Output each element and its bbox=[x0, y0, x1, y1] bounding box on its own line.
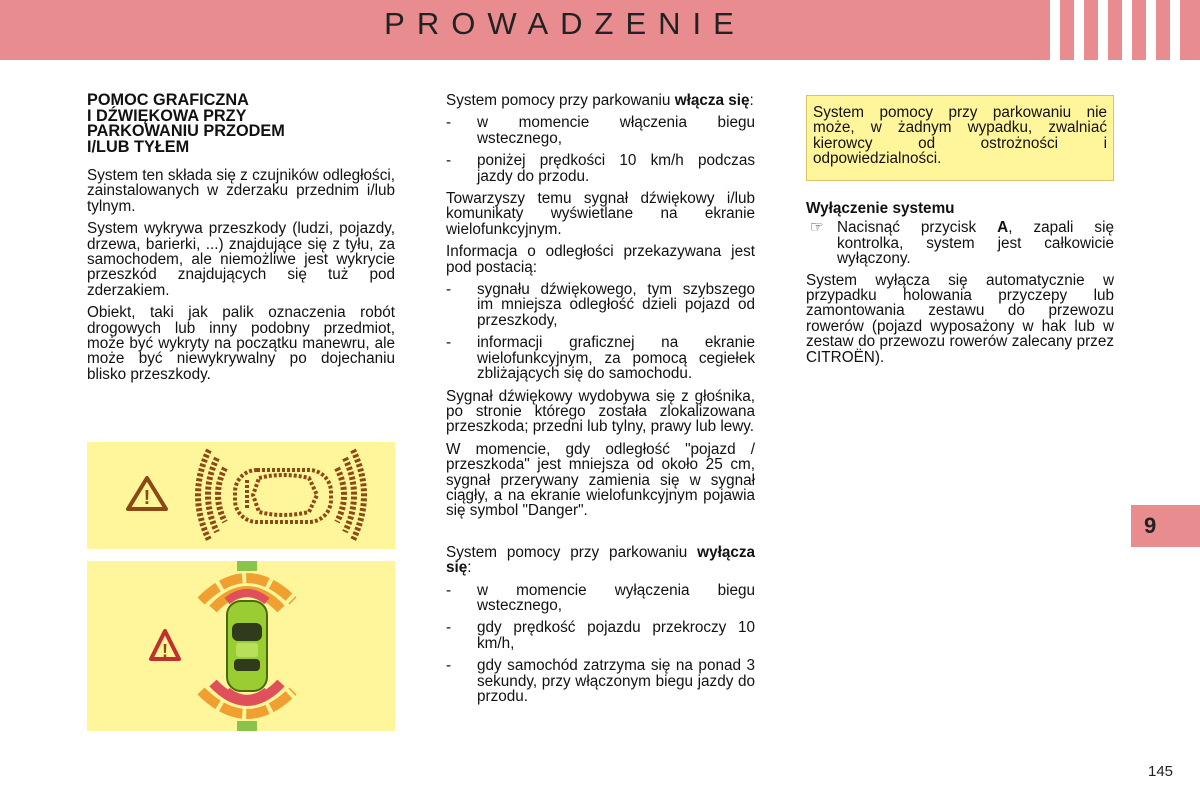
activation-intro: System pomocy przy parkowaniu bbox=[446, 92, 671, 109]
step-text-before: Nacisnąć przycisk bbox=[837, 219, 998, 237]
warning-triangle-icon bbox=[151, 631, 179, 661]
list-item-text: w momencie włączenia biegu wstecznego, bbox=[477, 114, 755, 147]
list-item-text: gdy samochód zatrzyma się na ponad 3 sekundy, przy włączonym biegu jazdy do przodu. bbox=[477, 657, 755, 705]
instruction-step bbox=[806, 220, 1114, 266]
warning-triangle-icon bbox=[128, 478, 166, 509]
list-item bbox=[446, 620, 755, 651]
list-item bbox=[446, 658, 755, 704]
list-item-text: w momencie wyłączenia biegu wstecznego, bbox=[477, 581, 755, 614]
paragraph-accompany: Towarzyszy temu sygnał dźwiękowy i/lub komunikaty wyświetlane na ekranie wielofunkcyjnym. bbox=[446, 190, 755, 238]
list-item-text: sygnału dźwiękowego, tym szybszego im mniejsza odległość dzieli pojazd od przeszkody, bbox=[477, 281, 755, 329]
button-a-label: A bbox=[997, 219, 1009, 237]
page-title: PROWADZENIE bbox=[384, 6, 746, 41]
car-outline-icon bbox=[235, 470, 331, 522]
dash-marker: - bbox=[446, 619, 452, 637]
dash-marker: - bbox=[446, 152, 452, 170]
page-header bbox=[0, 0, 1200, 60]
title-line: I DŹWIĘKOWA PRZY bbox=[87, 106, 247, 125]
header-stripes bbox=[1050, 0, 1200, 60]
car-top-view-icon bbox=[227, 601, 267, 691]
pointing-hand-icon: ☞ bbox=[810, 219, 824, 237]
paragraph-auto-disable: System wyłącza się automatycznie w przypadku holowania przyczepy lub zamontowania zestawu do przewozu rowerów (pojazd wyposażony w hak lub w zestaw do przewozu rowerów zalecany przez CITROËN). bbox=[806, 271, 1114, 366]
list-item bbox=[446, 335, 755, 381]
colon: : bbox=[749, 92, 754, 109]
column-3 bbox=[806, 95, 1114, 372]
dash-marker: - bbox=[446, 657, 452, 675]
page-number: 145 bbox=[1148, 763, 1174, 780]
title-line: POMOC GRAFICZNA bbox=[87, 91, 249, 109]
paragraph-detection: System wykrywa przeszkody (ludzi, pojazdy, drzewa, barierki, ...) znajdujące się z tyłu, za samochodem, ale niemożliwe jest wykrycie przeszkód znajdujących się tuż pod zderzakiem. bbox=[87, 220, 395, 299]
title-line: PARKOWANIU PRZODEM bbox=[87, 122, 285, 140]
column-1 bbox=[87, 93, 395, 389]
dash-marker: - bbox=[446, 334, 452, 352]
paragraph-activation bbox=[446, 93, 755, 108]
section-title bbox=[87, 93, 395, 155]
paragraph-system-description: System ten składa się z czujników odległości, zainstalowanych w zderzaku przednim i/lub tylnym. bbox=[87, 167, 395, 215]
title-line: I/LUB TYŁEM bbox=[87, 137, 190, 156]
dash-marker: - bbox=[446, 281, 452, 299]
dash-marker: - bbox=[446, 114, 452, 132]
paragraph-info: Informacja o odległości przekazywana jest pod postacią: bbox=[446, 243, 755, 276]
note-text: System pomocy przy parkowaniu nie może, w żadnym wypadku, zwalniać kierowcy od ostrożności i odpowiedzialności. bbox=[813, 104, 1107, 168]
list-item bbox=[446, 583, 755, 614]
list-item-text: poniżej prędkości 10 km/h podczas jazdy do przodu. bbox=[477, 152, 755, 185]
warning-mark: ! bbox=[143, 487, 151, 509]
list-item-text: informacji graficznej na ekranie wielofunkcyjnym, za pomocą cegiełek zbliżających się do samochodu. bbox=[477, 334, 755, 383]
subsection-title: Wyłączenie systemu bbox=[806, 200, 955, 217]
list-item bbox=[446, 153, 755, 184]
activation-bold: włącza się bbox=[674, 92, 750, 109]
warning-note-box bbox=[806, 95, 1114, 181]
list-item-text: gdy prędkość pojazdu przekroczy 10 km/h, bbox=[477, 619, 755, 652]
front-left-bricks bbox=[198, 450, 225, 540]
paragraph-deactivation bbox=[446, 545, 755, 576]
list-item bbox=[446, 115, 755, 146]
paragraph-object-warning: Obiekt, taki jak palik oznaczenia robót drogowych lub inny podobny przedmiot, może być wykryty na początku manewru, ale może być niewykrywalny po dojechaniu blisko przeszkody. bbox=[87, 304, 395, 383]
step-text-after: , zapali się kontrolka, system jest całkowicie wyłączony. bbox=[837, 219, 1114, 268]
deactivation-bold: wyłącza się bbox=[446, 543, 755, 577]
sensor-zones-illustration bbox=[87, 561, 395, 731]
paragraph-sound: Sygnał dźwiękowy wydobywa się z głośnika, po stronie którego została zlokalizowana przeszkoda; przedni lub tylny, prawy lub lewy. bbox=[446, 387, 755, 436]
deactivation-intro: System pomocy przy parkowaniu bbox=[446, 543, 688, 561]
dash-marker: - bbox=[446, 581, 452, 599]
display-illustration bbox=[87, 442, 395, 549]
rear-right-bricks bbox=[337, 450, 364, 540]
column-2 bbox=[446, 93, 755, 711]
chapter-tab: 9 bbox=[1131, 505, 1200, 547]
colon: : bbox=[467, 559, 472, 577]
list-item bbox=[446, 282, 755, 328]
paragraph-distance: W momencie, gdy odległość "pojazd / przeszkoda" jest mniejsza od około 25 cm, sygnał przerywany zamienia się w sygnał ciągły, a na ekranie wielofunkcyjnym pojawia się symbol "Danger". bbox=[446, 440, 755, 520]
warning-mark: ! bbox=[162, 641, 168, 661]
